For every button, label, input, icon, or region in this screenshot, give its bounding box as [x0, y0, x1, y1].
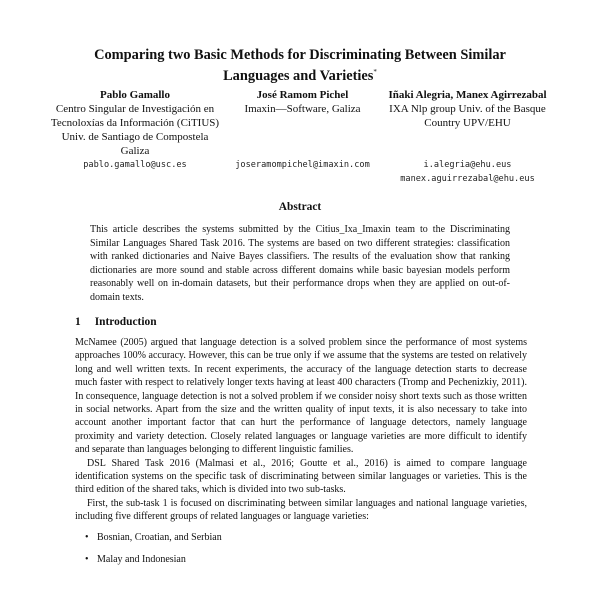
- section-heading: [75, 316, 157, 328]
- author-block-3: [380, 88, 555, 186]
- paper-title: [70, 47, 530, 85]
- abstract-text: This article describes the systems submitted by the Citius_Ixa_Imaxin team to the Discriminating Similar Languages Shared Task 2016. The systems are based on two different strategies: classification with ranked dictionaries and Naive Bayes classifiers. The results of the evaluation show that ranking dictionaries are more sound and stable across different domains while basic bayesian models perform reasonably well on in-domain datasets, but their performance drops when they are applied on out-of-domain texts.: [90, 224, 510, 303]
- author-affiliation: IXA Nlp group Univ. of the Basque Country UPV/EHU: [389, 103, 546, 129]
- paragraph: DSL Shared Task 2016 (Malmasi et al., 2016; Goutte et al., 2016) is aimed to compare language identification systems on the specific task of discriminating between similar languages or varieties. This is the third edition of the shared taks, which is divided into two sub-tasks.: [75, 457, 527, 496]
- author-email[interactable]: pablo.gamallo@usc.es: [83, 160, 187, 170]
- author-name: Iñaki Alegria, Manex Agirrezabal: [388, 89, 547, 101]
- list-item: • Malay and Indonesian: [87, 553, 527, 566]
- author-block-1: [50, 88, 220, 172]
- author-block-2: [225, 88, 380, 172]
- author-name: Pablo Gamallo: [100, 89, 170, 101]
- title-footnote-mark: *: [373, 68, 377, 76]
- list-item: • Bosnian, Croatian, and Serbian: [87, 531, 527, 544]
- author-email[interactable]: i.alegria@ehu.eus manex.aguirrezabal@ehu.eus: [400, 160, 535, 184]
- paper-title-text: Comparing two Basic Methods for Discriminating Between Similar Languages and Varieties: [94, 47, 506, 84]
- language-group-list: [75, 531, 527, 567]
- section-body: [75, 336, 527, 576]
- abstract-heading: Abstract: [278, 201, 322, 213]
- author-affiliation: Imaxin—Software, Galiza: [244, 103, 361, 115]
- paragraph: McNamee (2005) argued that language detection is a solved problem since the performance of most systems approaches 100% accuracy. However, this can be true only if we assume that the systems are tested on relatively long and well written texts. In recent experiments, the accuracy of the language detection starts to decrease much faster with respect to relatively longer texts having at least 400 characters (Tromp and Pechenizkiy, 2011). In consequence, language detection is not a solved problem if we consider noisy short texts such as those written in social networks. Apart from the size and the written quality of input texts, it is also necessary to take into account another important factor that can hurt the performance of language detectors, namely language proximity and variety detection. Closely related languages or language varieties are more difficult to identify and separate than languages belonging to different linguistic families.: [75, 337, 527, 456]
- section-title: Introduction: [94, 316, 157, 328]
- author-name: José Ramom Pichel: [256, 89, 349, 101]
- paragraph: First, the sub-task 1 is focused on discriminating between similar languages and national language varieties, including five different groups of related languages or language varieties:: [75, 497, 527, 523]
- author-email[interactable]: joseramompichel@imaxin.com: [235, 160, 370, 170]
- author-affiliation: Centro Singular de Investigación en Tecnoloxías da Información (CiTIUS) Univ. de Santiago de Compostela Galiza: [50, 103, 220, 157]
- section-number: 1: [75, 316, 81, 328]
